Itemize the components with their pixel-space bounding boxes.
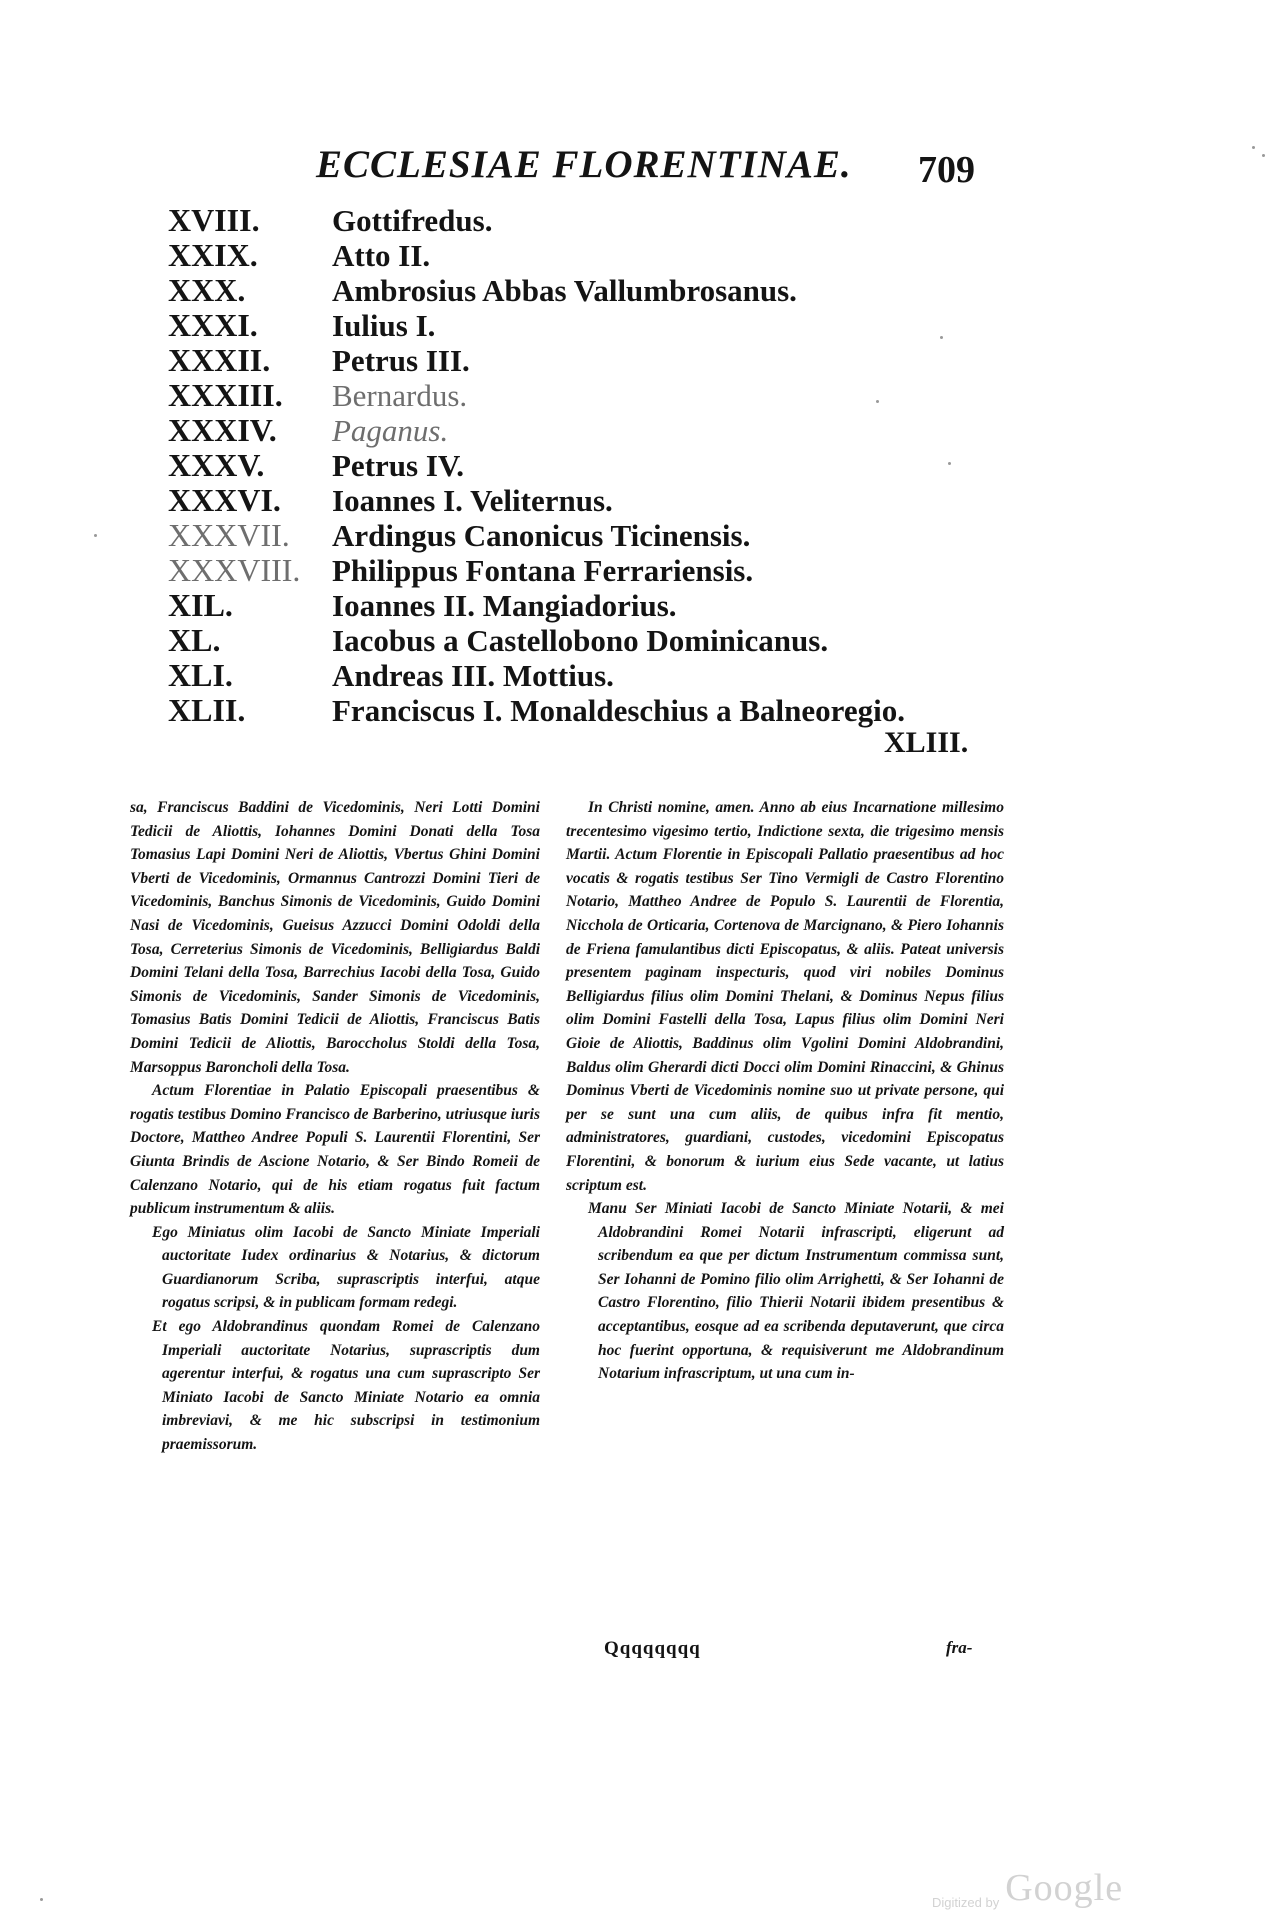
list-name: Ambrosius Abbas Vallumbrosanus. — [332, 273, 797, 308]
digitization-watermark — [932, 1866, 1123, 1910]
list-numeral: XXXVIII. — [168, 552, 301, 588]
list-item — [168, 482, 988, 517]
list-numeral: XXXV. — [168, 447, 265, 483]
list-name: Bernardus. — [332, 378, 468, 413]
running-head-title: ECCLESIAE FLORENTINAE. — [316, 143, 852, 186]
list-name: Iacobus a Castellobono Dominicanus. — [332, 623, 829, 658]
list-numeral: XXIX. — [168, 237, 258, 273]
list-item — [168, 272, 988, 307]
paragraph: sa, Franciscus Baddini de Vicedominis, Neri Lotti Domini Tedicii de Aliottis, Iohannes Domini Donati della Tosa Tomasius Lapi Domini Neri de Aliottis, Vbertus Ghini Domini Vberti de Vicedominis, Ormannus Cantrozzi Domini Tieri de Vicedominis, Banchus Simonis de Vicedominis, Guido Domini Nasi de Vicedominis, Gueisus Azzucci Domini Odoldi della Tosa, Cerreterius Simonis de Vicedominis, Belligiardus Baldi Domini Telani della Tosa, Barrechius Iacobi della Tosa, Guido Simonis de Vicedominis, Sander Simonis de Vicedominis, Tomasius Batis Domini Tedicii de Aliottis, Franciscus Batis Domini Tedicii de Aliottis, Baroccholus Stoldi della Tosa, Marsoppus Baroncholi della Tosa. — [130, 799, 540, 1076]
list-name: Paganus. — [332, 413, 449, 448]
list-numeral: XXXII. — [168, 342, 271, 378]
list-numeral: XL. — [168, 622, 221, 658]
list-name: Iulius I. — [332, 308, 436, 343]
list-numeral: XVIII. — [168, 202, 260, 238]
list-name: Petrus III. — [332, 343, 470, 378]
list-item — [168, 447, 988, 482]
list-name: Gottifredus. — [332, 203, 493, 238]
list-name: Atto II. — [332, 238, 431, 273]
list-name: Ardingus Canonicus Ticinensis. — [332, 518, 751, 553]
list-item — [168, 692, 988, 727]
list-item — [168, 412, 988, 447]
paragraph: Ego Miniatus olim Iacobi de Sancto Miniate Imperiali auctoritate Iudex ordinarius & Notarius, & dictorum Guardianorum Scriba, suprascriptis interfui, atque rogatus scripsi, & in publicam formam redegi. — [152, 1223, 540, 1312]
scan-speck — [940, 336, 943, 339]
paragraph: Manu Ser Miniati Iacobi de Sancto Miniate Notarii, & mei Aldobrandini Romei Notarii infrascripti, eligerunt ad scribendum ea que per dictum Instrumentum commissa sunt, Ser Iohanni de Pomino filio olim Arrighetti, & Ser Iohanni de Castro Florentino, filio Thierii Notarii ibidem presentibus & acceptantibus, eosque ad ea scribenda deputaverunt, que circa hoc fuerint opportuna, & requisiverunt me Aldobrandinum Notarium infrascriptum, ut una cum in- — [588, 1200, 1004, 1383]
left-text-column — [130, 796, 540, 1457]
signature-mark: Qqqqqqqq — [604, 1638, 701, 1659]
watermark-label: Digitized by — [932, 1895, 1000, 1910]
list-item — [168, 517, 988, 552]
list-item — [168, 377, 988, 412]
list-numeral: XXXVI. — [168, 482, 281, 518]
paragraph: In Christi nomine, amen. Anno ab eius Incarnatione millesimo trecentesimo vigesimo tertio, Indictione sexta, die trigesimo mensis Martii. Actum Florentie in Episcopali Pallatio praesentibus ad hoc vocatis & rogatis testibus Ser Tino Vermigli de Castro Florentino Notario, Mattheo Andree de Populo S. Laurentii de Florentia, Nicchola de Orticaria, Cortenova de Marcignano, & Piero Iohannis de Friena famulantibus dicti Episcopatus, & aliis. Pateat universis presentem paginam inspecturis, quod viri nobiles Dominus Belligiardus filius olim Domini Thelani, & Dominus Nepus filius olim Domini Fastelli della Tosa, Lapus filius olim Domini Neri Gioie de Aliottis, Baddinus olim Vgolini Domini Aldobrandini, Baldus olim Gherardi dicti Docci olim Domini Rinaccini, & Ghinus Dominus Vberti de Vicedominis nomine suo ut private persone, qui per se sunt una cum aliis, de quibus infra fit mentio, administratores, guardiani, custodes, vicedomini Episcopatus Florentini, & bonorum & iurium eius Sede vacante, ut latius scriptum est. — [566, 799, 1004, 1194]
list-item — [168, 237, 988, 272]
list-item — [168, 202, 988, 237]
list-item — [168, 307, 988, 342]
page-number: 709 — [918, 149, 975, 191]
scan-speck — [94, 534, 97, 537]
list-name: Ioannes I. Veliternus. — [332, 483, 613, 518]
list-item — [168, 552, 988, 587]
list-numeral: XIL. — [168, 587, 233, 623]
list-item — [168, 657, 988, 692]
paragraph: Actum Florentiae in Palatio Episcopali praesentibus & rogatis testibus Domino Francisco de Barberino, utriusque iuris Doctore, Mattheo Andree Populi S. Laurentii Florentini, Ser Giunta Brindis de Ascione Notario, & Ser Bindo Romeii de Calenzano Notario, qui de his etiam rogatus fuit factum publicum instrumentum & aliis. — [130, 1082, 540, 1218]
list-item — [168, 587, 988, 622]
list-numeral: XXXIII. — [168, 377, 283, 413]
list-item — [168, 622, 988, 657]
list-numeral: XLI. — [168, 657, 233, 693]
google-logo: Google — [1005, 1867, 1124, 1909]
list-name: Philippus Fontana Ferrariensis. — [332, 553, 754, 588]
list-name: Petrus IV. — [332, 448, 465, 483]
scan-speck — [1252, 146, 1255, 149]
bishop-list — [168, 202, 988, 727]
list-item — [168, 342, 988, 377]
list-numeral: XXXVII. — [168, 517, 290, 553]
list-numeral: XLII. — [168, 692, 246, 728]
catchword: XLIII. — [884, 726, 969, 759]
paragraph: Et ego Aldobrandinus quondam Romei de Calenzano Imperiali auctoritate Notarius, suprascriptis dum agerentur interfui, & rogatus una cum suprascripto Ser Miniato Iacobi de Sancto Miniate Notario ea omnia imbreviavi, & me hic subscripsi in testimonium praemissorum. — [152, 1318, 540, 1454]
scan-speck — [40, 1898, 43, 1901]
list-numeral: XXXI. — [168, 307, 258, 343]
scan-speck — [948, 462, 951, 465]
right-text-column — [566, 796, 1004, 1386]
list-name: Andreas III. Mottius. — [332, 658, 614, 693]
page-catchword: fra- — [946, 1638, 973, 1657]
list-numeral: XXX. — [168, 272, 246, 308]
list-name: Franciscus I. Monaldeschius a Balneoregio. — [332, 693, 905, 728]
list-numeral: XXXIV. — [168, 412, 277, 448]
scan-speck — [1262, 154, 1265, 157]
list-name: Ioannes II. Mangiadorius. — [332, 588, 677, 623]
scan-speck — [876, 400, 879, 403]
